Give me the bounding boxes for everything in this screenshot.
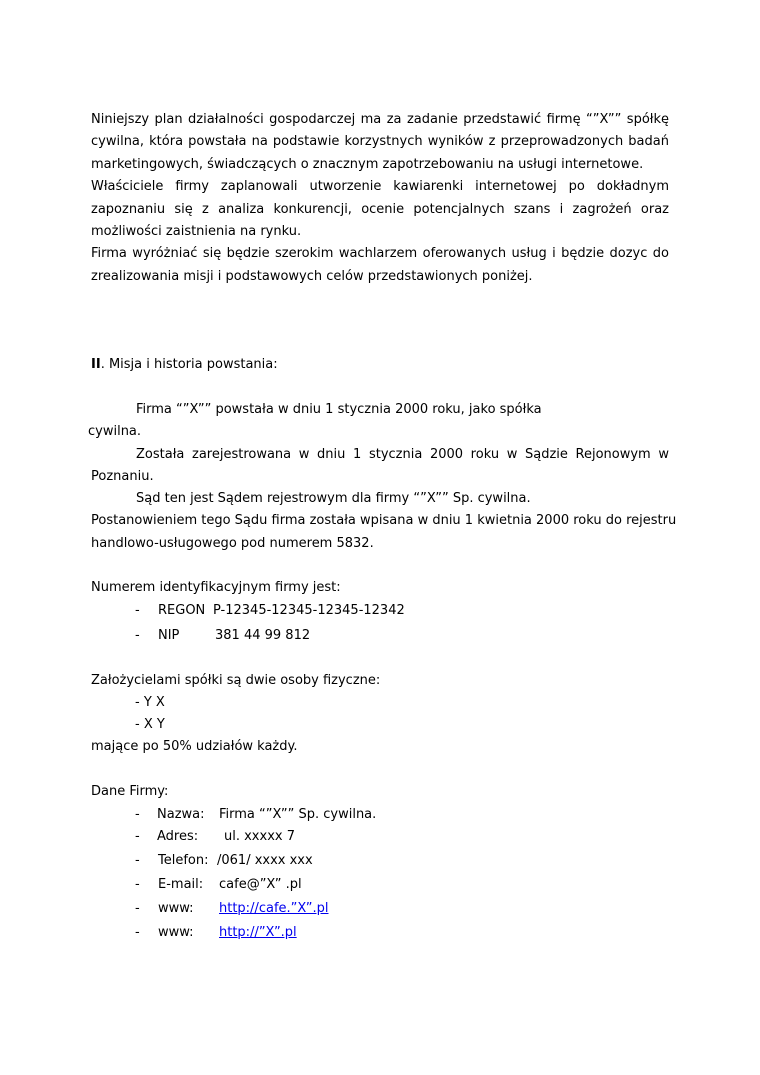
history-line: Sąd ten jest Sądem rejestrowym dla firmy “”X”” Sp. cywilna.	[136, 491, 531, 506]
company-label: Adres:	[157, 829, 199, 844]
identification-heading: Numerem identyfikacyjnym firmy jest:	[91, 580, 341, 595]
company-value: Firma “”X”” Sp. cywilna.	[219, 807, 377, 822]
history-line: cywilna.	[88, 424, 142, 439]
bullet-dash: -	[135, 853, 140, 868]
history-line: Została zarejestrowana w dniu 1 stycznia 2000 roku w Sądzie Rejonowym w	[136, 447, 669, 462]
intro-section	[91, 109, 669, 288]
section-heading	[91, 357, 278, 373]
section-title: . Misja i historia powstania:	[100, 357, 278, 372]
history-line: handlowo-usługowego pod numerem 5832.	[91, 536, 374, 551]
company-value: ul. xxxxx 7	[224, 829, 295, 844]
identification-label: NIP	[158, 628, 180, 643]
bullet-dash: -	[135, 877, 140, 892]
website-link[interactable]: http://”X”.pl	[219, 925, 297, 940]
company-value: /061/ xxxx xxx	[217, 853, 313, 868]
company-heading: Dane Firmy:	[91, 784, 169, 799]
company-value: cafe@”X” .pl	[219, 877, 302, 892]
bullet-dash: -	[135, 628, 140, 643]
intro-paragraph: Niniejszy plan działalności gospodarczej ma za zadanie przedstawić firmę “”X”” spółkę cywilna, która powstała na podstawie korzystnych wyników z przeprowadzonych badań marketingowych, świadczących o znacznym zapotrzebowaniu na usługi internetowe.	[91, 112, 669, 172]
bullet-dash: -	[135, 901, 140, 916]
founders-footer: mające po 50% udziałów każdy.	[91, 739, 298, 754]
section-number: II	[91, 357, 101, 372]
identification-value: 381 44 99 812	[215, 628, 311, 643]
founder-item: - Y X	[135, 695, 165, 710]
intro-paragraph: Firma wyróżniać się będzie szerokim wachlarzem oferowanych usług i będzie dozyc do zrealizowania misji i podstawowych celów przedstawionych poniżej.	[91, 246, 669, 284]
founders-heading: Założycielami spółki są dwie osoby fizyczne:	[91, 673, 381, 688]
company-label: Nazwa:	[157, 807, 205, 822]
identification-value: P-12345-12345-12345-12342	[213, 603, 405, 618]
bullet-dash: -	[135, 829, 140, 844]
identification-label: REGON	[158, 603, 206, 618]
website-link[interactable]: http://cafe.”X”.pl	[219, 901, 329, 916]
bullet-dash: -	[135, 807, 140, 822]
history-line: Postanowieniem tego Sądu firma została wpisana w dniu 1 kwietnia 2000 roku do rejestru	[91, 513, 677, 528]
bullet-dash: -	[135, 603, 140, 618]
company-label: Telefon:	[158, 853, 209, 868]
company-label: www:	[158, 925, 194, 940]
founder-item: - X Y	[135, 717, 165, 732]
history-line: Firma “”X”” powstała w dniu 1 stycznia 2000 roku, jako spółka	[136, 402, 542, 417]
company-label: www:	[158, 901, 194, 916]
document-page	[88, 0, 677, 1075]
bullet-dash: -	[135, 925, 140, 940]
company-label: E-mail:	[158, 877, 204, 892]
intro-paragraph: Właściciele firmy zaplanowali utworzenie kawiarenki internetowej po dokładnym zapoznaniu się z analiza konkurencji, ocenie potencjalnych szans i zagrożeń oraz możliwości zaistnienia na rynku.	[91, 179, 669, 240]
history-line: Poznaniu.	[91, 469, 154, 484]
